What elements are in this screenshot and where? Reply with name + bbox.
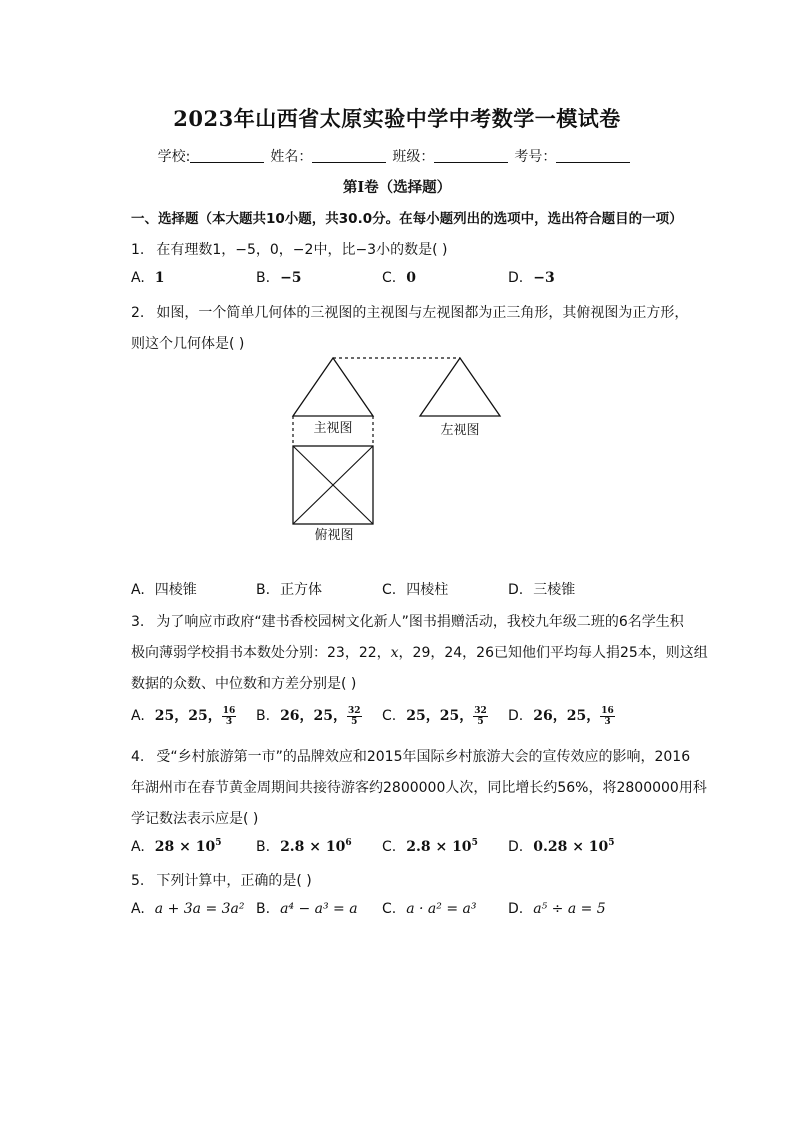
q2-option-d[interactable]: D. 三棱锥 <box>508 582 576 598</box>
q2-option-a[interactable]: A. 四棱锥 <box>131 582 197 598</box>
fraction: $\frac{32}{5}$ <box>474 705 487 727</box>
class-blank[interactable] <box>434 148 508 163</box>
left-view-label: 左视图 <box>440 423 480 438</box>
q3-option-b[interactable]: B. 26，25， $\frac{32}{5}$ <box>256 705 361 727</box>
q1-option-a[interactable]: A. 1 <box>131 270 165 286</box>
name-label: 姓名： <box>270 149 313 165</box>
q3-option-c[interactable]: C. 25，25， $\frac{32}{5}$ <box>382 705 487 727</box>
question-3-line3: 数据的众数、中位数和方差分别是( ) <box>131 676 357 692</box>
exam-no-label: 考号： <box>514 149 557 165</box>
q3-option-d[interactable]: D. 26，25， $\frac{16}{3}$ <box>508 705 614 727</box>
q5-option-a[interactable]: A. a + 3a = 3a² <box>131 901 245 917</box>
q1-option-b[interactable]: B. −5 <box>256 270 302 286</box>
section-heading: 一、选择题（本大题共10小题，共30.0分。在每小题列出的选项中，选出符合题目的一项） <box>131 211 683 227</box>
q1-option-d[interactable]: D. −3 <box>508 270 555 286</box>
volume-heading: 第I卷（选择题） <box>342 179 452 196</box>
q2-option-b[interactable]: B. 正方体 <box>256 582 323 598</box>
page-title: 2023年山西省太原实验中学中考数学一模试卷 <box>173 106 621 131</box>
q4-option-d[interactable]: D. $0.28 \times 10^5$ <box>508 838 615 855</box>
question-number: 5. <box>131 873 145 889</box>
school-blank[interactable] <box>190 148 264 163</box>
school-label: 学校: <box>157 149 191 165</box>
question-stem-line1: 为了响应市政府“建书香校园树文化新人”图书捐赠活动，我校九年级二班的6名学生积 <box>156 614 684 630</box>
class-label: 班级： <box>392 149 435 165</box>
q1-option-c[interactable]: C. 0 <box>382 270 416 286</box>
question-stem-line1: 受“乡村旅游第一市”的品牌效应和2015年国际乡村旅游大会的宣传效应的影响，2016 <box>156 749 691 765</box>
fraction: $\frac{32}{5}$ <box>348 705 361 727</box>
three-view-figure <box>285 350 510 545</box>
question-4-line2: 年湖州市在春节黄金周期间共接待游客约2800000人次，同比增长约56%，将2800000用科 <box>131 780 707 796</box>
question-3-line2: 极向薄弱学校捐书本数处分别：23，22，x，29，24，26已知他们平均每人捐25本，则这组 <box>131 645 708 661</box>
question-2 <box>131 302 688 322</box>
left-view-triangle <box>420 358 500 416</box>
fraction: $\frac{16}{3}$ <box>601 705 614 727</box>
question-4-line3: 学记数法表示应是( ) <box>131 811 259 827</box>
q2-option-c[interactable]: C. 四棱柱 <box>382 582 449 598</box>
question-stem: 在有理数1，−5，0，−2中，比−3小的数是( ) <box>156 242 448 258</box>
question-3 <box>131 611 684 631</box>
question-stem: 下列计算中，正确的是( ) <box>156 873 312 889</box>
question-5 <box>131 870 312 890</box>
exam-no-blank[interactable] <box>556 148 630 163</box>
student-info-line <box>0 146 794 166</box>
q4-option-c[interactable]: C. $2.8 \times 10^5$ <box>382 838 478 855</box>
question-number: 2. <box>131 305 145 321</box>
top-view-label: 俯视图 <box>314 528 354 543</box>
question-4 <box>131 746 690 766</box>
question-number: 1. <box>131 242 145 258</box>
front-view-triangle <box>293 358 373 416</box>
front-view-label: 主视图 <box>313 421 353 436</box>
q4-option-a[interactable]: A. $28 \times 10^5$ <box>131 838 222 855</box>
question-number: 3. <box>131 614 145 630</box>
q4-option-b[interactable]: B. $2.8 \times 10^6$ <box>256 838 352 855</box>
q5-option-d[interactable]: D. a⁵ ÷ a = 5 <box>508 901 606 917</box>
question-2-line2: 则这个几何体是( ) <box>131 336 245 352</box>
question-1 <box>131 239 447 259</box>
q5-option-b[interactable]: B. a⁴ − a³ = a <box>256 901 358 917</box>
q3-option-a[interactable]: A. 25，25， $\frac{16}{3}$ <box>131 705 236 727</box>
q5-option-c[interactable]: C. a · a² = a³ <box>382 901 477 917</box>
fraction: $\frac{16}{3}$ <box>222 705 236 727</box>
name-blank[interactable] <box>312 148 386 163</box>
question-stem-line1: 如图，一个简单几何体的三视图的主视图与左视图都为正三角形，其俯视图为正方形， <box>156 305 689 321</box>
question-number: 4. <box>131 749 145 765</box>
